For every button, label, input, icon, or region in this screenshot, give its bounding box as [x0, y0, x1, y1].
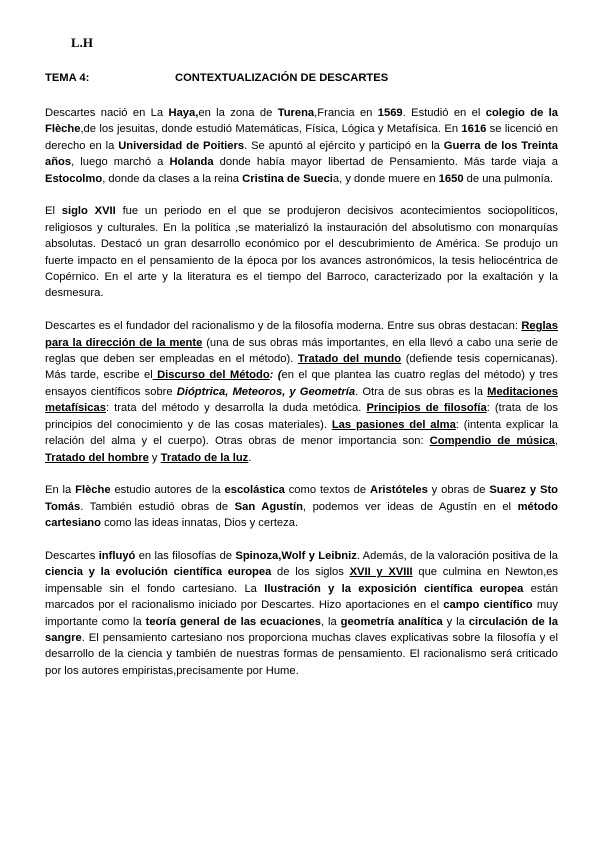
- bold-term: campo científico: [443, 599, 533, 612]
- text-run: y la: [442, 615, 469, 628]
- bold-term: geometría analítica: [340, 615, 443, 628]
- bold-term: colegio de la Flèche: [45, 107, 559, 136]
- bold-term: escolástica: [224, 484, 285, 497]
- author-initials: L.H: [71, 35, 94, 50]
- text-run: en las filosofías de: [135, 549, 236, 562]
- text-run: : trata del método y desarrolla la duda metódica.: [105, 402, 367, 415]
- work-title: Discurso del Método: [152, 369, 270, 382]
- text-run: fue un periodo en el que se produjeron decisivos acontecimientos sociopolíticos, religiosos y culturales. En la política ,se materializó la instauración del absolutismo con monarquías absolutas. Destacó un gran desarrollo económico por el descubrimiento de América. Se produjo un fuerte impacto en el pensamiento de la época por los avances astronómicos, la tesis heliocéntrica de Copérnico. En el arte y la literatura es el tiempo del Barroco, caracterizado por la exaltación y la desmesura.: [45, 205, 558, 300]
- bold-term: Universidad de Poitiers: [118, 139, 245, 152]
- text-run: de una pulmonía.: [463, 172, 554, 185]
- bold-term: Aristóteles: [369, 484, 428, 497]
- bold-term: siglo XVII: [61, 205, 116, 218]
- bold-term: Haya,: [168, 107, 199, 119]
- bold-term: San Agustín: [234, 500, 303, 513]
- text-run: . Además, de la valoración positiva de la: [356, 549, 558, 562]
- text-run: ,de los jesuitas, donde estudió Matemáticas, Física, Lógica y Metafísica. En: [80, 123, 462, 136]
- paragraph-legacy: [45, 548, 558, 679]
- text-run: donde había mayor libertad de Pensamiento. Más tarde viaja a: [213, 156, 558, 169]
- text-run: , la: [321, 615, 341, 628]
- text-run: en la zona de: [198, 107, 278, 119]
- text-run: en el que plantea las cuatro reglas del método) y tres ensayos científicos sobre: [45, 369, 559, 398]
- text-run: Descartes: [45, 549, 99, 562]
- paragraph-works: [45, 318, 558, 466]
- work-title: Tratado del mundo: [297, 353, 402, 366]
- text-run: que culmina en Newton,es impensable sin el fondo cartesiano. La: [45, 566, 559, 595]
- work-title: Compendio de música: [429, 435, 555, 448]
- bold-term: Holanda: [169, 156, 214, 169]
- bold-term: Ilustración y la exposición científica europea: [264, 582, 524, 595]
- bold-term: 1616: [461, 123, 487, 136]
- topic-number: TEMA 4:: [45, 72, 90, 84]
- text-run: : (intenta explicar la relación del alma y el cuerpo). Otras obras de menor importancia son:: [45, 418, 558, 448]
- text-run: muy importante como la: [45, 599, 559, 628]
- paragraph-influences: [45, 482, 558, 531]
- work-title: Tratado de la luz: [160, 451, 249, 464]
- page-title: CONTEXTUALIZACIÓN DE DESCARTES: [175, 72, 389, 84]
- text-run: . El pensamiento cartesiano nos proporciona muchas claves explicativas sobre la filosofía y el desarrollo de la ciencia y también de nuestras formas de pensamiento. El racionalismo será criticado por los autores empiristas,precisamente por Hume.: [45, 631, 558, 677]
- bold-term: Suarez y Sto Tomás: [45, 484, 558, 513]
- bold-term: circulación de la sangre: [45, 615, 558, 644]
- bold-term: XVII y XVIII: [349, 566, 413, 579]
- italic-text: Dióptrica, Meteoros, y Geometría: [176, 385, 356, 398]
- work-title: Las pasiones del alma: [331, 418, 456, 431]
- bold-term: método cartesiano: [45, 500, 558, 530]
- bold-term: Turena: [277, 107, 315, 119]
- text-run: , luego marchó a: [71, 156, 170, 169]
- text-run: se licenció en derecho en la: [45, 123, 558, 152]
- text-run: : (trata de los principios del conocimiento y de las cosas materiales).: [45, 402, 559, 431]
- text-run: como textos de: [284, 484, 370, 497]
- text-run: .: [248, 451, 252, 464]
- text-run: estudio autores de la: [110, 484, 225, 497]
- document-body: [45, 105, 558, 679]
- text-run: ,Francia en: [314, 107, 378, 119]
- bold-term: Guerra de los Treinta años: [45, 139, 558, 169]
- text-run: . Estudió en el: [402, 107, 486, 119]
- text-run: . También estudió obras de: [80, 500, 235, 513]
- text-run: , donde da clases a la reina: [102, 172, 243, 185]
- paragraph-context: [45, 203, 558, 301]
- text-run: y obras de: [427, 484, 490, 497]
- work-title: Reglas para la dirección de la mente: [45, 320, 558, 349]
- text-run: El: [45, 205, 62, 218]
- text-run: . Otra de sus obras es la: [355, 385, 488, 398]
- text-run: En la: [45, 484, 76, 497]
- text-run: y: [148, 451, 161, 464]
- text-run: , podemos ver ideas de Agustín en el: [302, 500, 518, 513]
- bold-term: Estocolmo: [45, 172, 103, 185]
- text-run: de los siglos: [271, 566, 350, 579]
- bold-term: Cristina de Sueci: [242, 172, 333, 185]
- text-run: como las ideas innatas, Dios y certeza.: [100, 517, 299, 530]
- work-title: Meditaciones metafísicas: [45, 385, 558, 415]
- bold-term: Spinoza,Wolf y Leibniz: [235, 549, 357, 562]
- bold-term: influyó: [98, 549, 136, 562]
- bold-term: Flèche: [75, 484, 111, 497]
- text-run: ,: [554, 435, 559, 448]
- text-run: (defiende tesis copernicanas). Más tarde, escribe el: [45, 353, 559, 382]
- bold-term: teoría general de las ecuaciones: [145, 615, 321, 628]
- paragraph-biography: [45, 105, 558, 187]
- bold-term: 1650: [438, 172, 464, 185]
- text-run: Descartes es el fundador del racionalismo y de la filosofía moderna. Entre sus obras destacan:: [45, 320, 522, 333]
- text-run: Descartes nació en La: [45, 107, 169, 119]
- bold-term: 1569: [377, 107, 403, 119]
- text-run: a, y donde muere en: [332, 172, 439, 185]
- work-title: Principios de filosofía: [366, 402, 487, 415]
- italic-text: : (: [269, 369, 282, 382]
- text-run: están marcados por el racionalismo iniciado por Descartes. Hizo aportaciones en el: [45, 582, 558, 612]
- text-run: . Se apuntó al ejército y participó en la: [244, 139, 444, 152]
- text-run: (una de sus obras más importantes, en ella llevó a cabo una serie de reglas que deben ser empleadas en el método).: [45, 336, 559, 366]
- work-title: Tratado del hombre: [45, 451, 149, 464]
- bold-term: ciencia y la evolución científica europea: [45, 566, 272, 579]
